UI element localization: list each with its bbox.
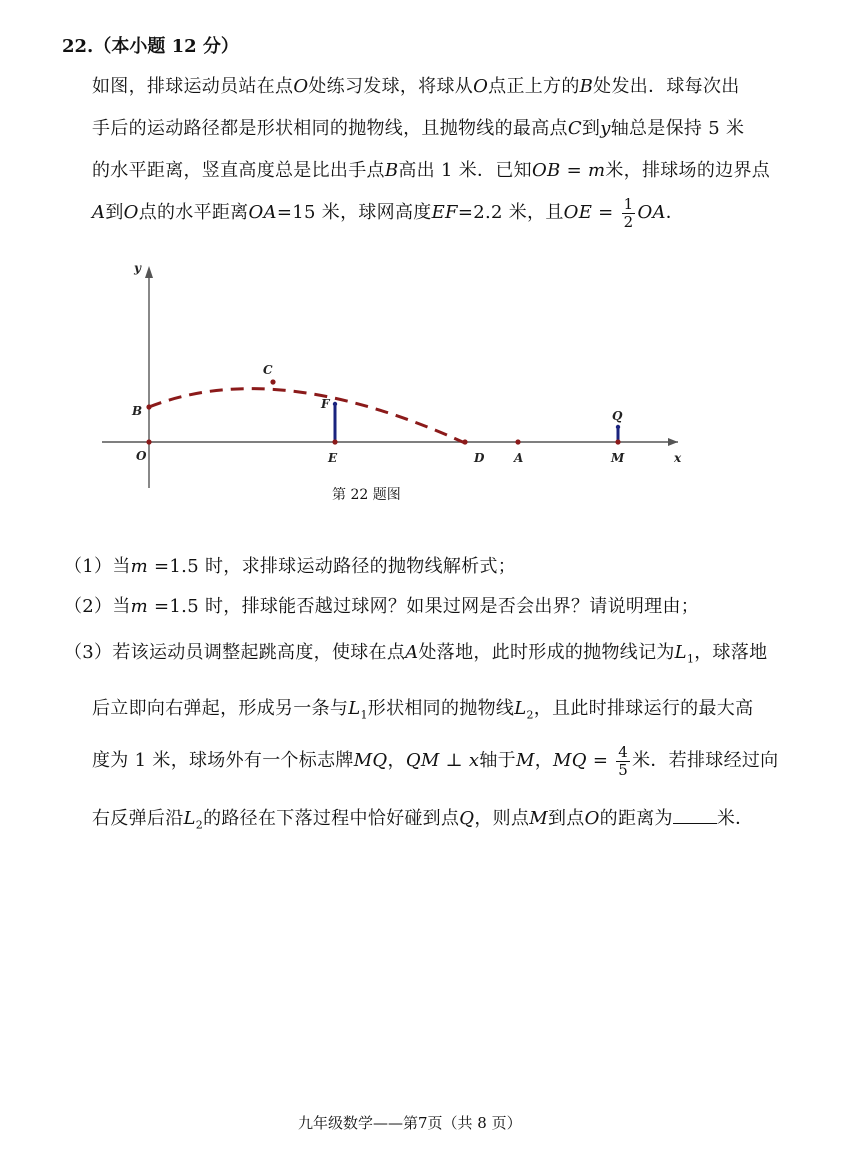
text: 如图，排球运动员站在点 <box>92 76 294 97</box>
point-d <box>462 439 467 444</box>
math-var: OA <box>248 202 277 223</box>
intro-line-3 <box>92 156 770 182</box>
math-var: A <box>92 202 106 223</box>
label-e: E <box>328 451 338 465</box>
label-o: O <box>136 449 147 463</box>
text: 处落地，此时形成的抛物线记为 <box>418 642 675 663</box>
subscript: 2 <box>195 818 204 832</box>
question-3-line-1 <box>64 638 767 666</box>
fraction-one-half <box>622 196 636 230</box>
text: 米． <box>716 808 754 829</box>
y-axis-arrow <box>145 266 153 278</box>
math-var: O <box>123 202 139 223</box>
math-var: M <box>529 808 548 829</box>
math-var: A <box>405 642 419 663</box>
math-var: L <box>674 642 687 663</box>
problem-title: 22.（本小题 12 分） <box>62 36 239 57</box>
math-var: EF <box>431 202 458 223</box>
point-c <box>270 379 275 384</box>
label-q: Q <box>612 409 623 423</box>
point-m <box>615 439 620 444</box>
text: 到 <box>105 202 124 223</box>
math-var: OE <box>563 202 593 223</box>
intro-line-4 <box>92 196 684 230</box>
text: =15 米，球网高度 <box>276 202 432 223</box>
text: 的路径在下落过程中恰好碰到点 <box>203 808 460 829</box>
point-o <box>146 439 151 444</box>
text: （3）若该运动员调整起跳高度，使球在点 <box>64 642 406 663</box>
math-var: MQ <box>353 750 388 771</box>
point-q <box>616 425 620 429</box>
text: 点的水平距离 <box>138 202 249 223</box>
text: 处发出．球每次出 <box>593 76 740 97</box>
math-var: y <box>600 118 611 139</box>
text: 高出 1 米．已知 <box>398 160 532 181</box>
point-f <box>333 402 337 406</box>
text: ， <box>387 750 406 771</box>
text: 到 <box>581 118 601 139</box>
question-3-line-4 <box>92 804 753 832</box>
text: =1.5 时，求排球运动路径的抛物线解析式； <box>148 556 517 577</box>
text: 轴总是保持 5 米 <box>610 118 745 139</box>
subscript: 1 <box>360 708 368 722</box>
denominator: 2 <box>623 212 634 231</box>
math-var: M <box>515 750 535 771</box>
text: 处练习发球，将球从 <box>308 76 474 97</box>
math-var: m <box>130 556 149 577</box>
text: （2）当 <box>64 596 131 617</box>
text: 后立即向右弹起，形成另一条与 <box>92 698 349 719</box>
math-var: Q <box>459 808 475 829</box>
text: 形状相同的抛物线 <box>367 698 515 719</box>
point-e <box>332 439 337 444</box>
point-a <box>515 439 520 444</box>
text: = <box>592 202 620 223</box>
subscript: 2 <box>526 708 534 722</box>
math-var: O <box>473 76 489 97</box>
question-3-line-2 <box>92 694 753 722</box>
label-c: C <box>263 363 273 377</box>
text: 手后的运动路径都是形状相同的抛物线，且抛物线的最高点 <box>92 118 568 139</box>
math-var: x <box>468 750 480 771</box>
text: 的水平距离，竖直高度总是比出手点 <box>92 160 385 181</box>
math-var: O <box>293 76 309 97</box>
text: =1.5 时，排球能否越过球网？如果过网是否会出界？请说明理由； <box>148 596 700 617</box>
question-3-line-3 <box>92 744 778 778</box>
numerator: 1 <box>623 195 634 213</box>
fraction-four-fifths <box>616 744 630 778</box>
question-2 <box>64 592 699 618</box>
page-footer: 九年级数学——第7页（共 8 页） <box>298 1114 522 1132</box>
label-b: B <box>132 404 143 418</box>
answer-blank[interactable] <box>673 807 717 824</box>
text: 点正上方的 <box>488 76 580 97</box>
text: =2.2 米，且 <box>457 202 564 223</box>
math-var: QM <box>405 750 440 771</box>
point-b <box>146 404 151 409</box>
math-var: OB <box>531 160 561 181</box>
label-y: y <box>134 261 141 275</box>
math-var: O <box>584 808 600 829</box>
label-a: A <box>514 451 524 465</box>
text: （1）当 <box>64 556 131 577</box>
figure-22 <box>90 252 690 488</box>
math-var: OA <box>637 202 666 223</box>
text: = <box>560 160 588 181</box>
text: ，则点 <box>474 808 530 829</box>
label-x: x <box>674 451 682 465</box>
x-axis-arrow <box>668 438 678 446</box>
text: 的距离为 <box>599 808 673 829</box>
parabola-path <box>149 389 465 443</box>
math-var: m <box>130 596 149 617</box>
math-var: B <box>579 76 594 97</box>
math-var: L <box>348 698 361 719</box>
math-var: MQ <box>553 750 587 771</box>
math-var: L <box>183 808 196 829</box>
text: 轴于 <box>479 750 516 771</box>
text: ，且此时排球运行的最大高 <box>533 698 754 719</box>
label-d: D <box>474 451 485 465</box>
label-f: F <box>321 397 330 411</box>
math-var: C <box>567 118 582 139</box>
text: 米，排球场的边界点 <box>605 160 771 181</box>
text: ，球落地 <box>694 642 768 663</box>
numerator: 4 <box>618 743 629 761</box>
text: 米．若排球经过向 <box>632 750 779 771</box>
text: 度为 1 米，球场外有一个标志牌 <box>92 750 354 771</box>
label-m: M <box>611 451 625 465</box>
denominator: 5 <box>618 760 629 779</box>
intro-line-2 <box>92 114 744 140</box>
question-1 <box>64 552 516 578</box>
subscript: 1 <box>686 652 695 666</box>
text: 到点 <box>547 808 585 829</box>
intro-line-1 <box>92 72 740 98</box>
text: = <box>586 750 615 771</box>
figure-caption: 第 22 题图 <box>332 487 401 503</box>
math-var: m <box>587 160 606 181</box>
math-var: L <box>514 698 527 719</box>
text: ⊥ <box>439 750 469 771</box>
math-var: B <box>384 160 399 181</box>
text: 右反弹后沿 <box>92 808 184 829</box>
text: ， <box>534 750 553 771</box>
text: ． <box>665 202 685 223</box>
